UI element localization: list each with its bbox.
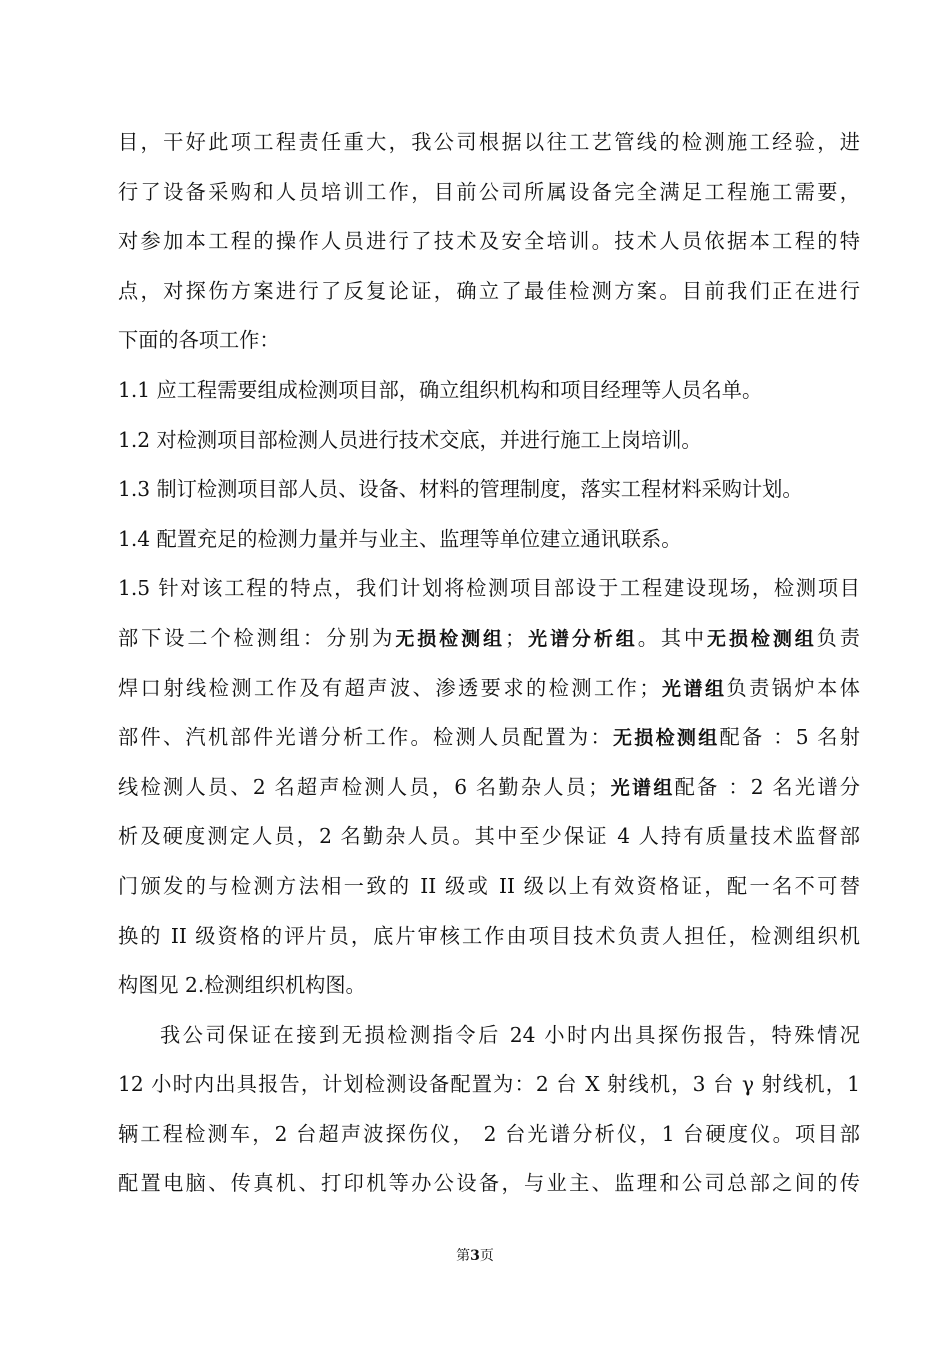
list-item: 1.1 应工程需要组成检测项目部，确立组织机构和项目经理等人员名单。 xyxy=(118,377,763,402)
paragraph-line: 目，干好此项工程责任重大，我公司根据以往工艺管线的检测施工经验，进 xyxy=(118,130,860,154)
bold-term: 无损检测组 xyxy=(707,627,817,650)
paragraph-line xyxy=(118,763,860,813)
text-run: ； xyxy=(504,625,526,650)
paragraph-line: 我公司保证在接到无损检测指令后 24 小时内出具探伤报告，特殊情况 xyxy=(160,1022,860,1047)
text-run: 配备 ：5 名射 xyxy=(719,725,860,750)
paragraph-line: 门颁发的与检测方法相一致的 II 级或 II 级以上有效资格证，配一名不可替 xyxy=(118,873,860,898)
paragraph-line: 行了设备采购和人员培训工作，目前公司所属设备完全满足工程施工需要， xyxy=(118,179,860,204)
page-number-footer xyxy=(0,1246,950,1266)
bold-term: 无损检测组 xyxy=(612,727,720,750)
paragraph-line: 点，对探伤方案进行了反复论证，确立了最佳检测方案。目前我们正在进行 xyxy=(118,278,860,303)
paragraph-line: 换的 II 级资格的评片员，底片审核工作由项目技术负责人担任，检测组织机 xyxy=(118,923,860,948)
text-run: 部下设二个检测组：分别为 xyxy=(118,625,396,650)
bold-term: 光谱分析组 xyxy=(525,627,638,650)
paragraph-line xyxy=(118,713,860,763)
paragraph-line xyxy=(118,614,860,664)
paragraph-line: 对参加本工程的操作人员进行了技术及安全培训。技术人员依据本工程的特 xyxy=(118,229,860,254)
body-text xyxy=(118,118,860,1209)
bold-term: 光谱组 xyxy=(608,776,675,799)
bold-term: 光谱组 xyxy=(659,677,727,700)
list-item: 1.3 制订检测项目部人员、设备、材料的管理制度，落实工程材料采购计划。 xyxy=(118,477,803,502)
page-number-suffix: 页 xyxy=(479,1248,494,1264)
paragraph-line: 下面的各项工作： xyxy=(118,328,280,353)
list-item: 1.5 针对该工程的特点，我们计划将检测项目部设于工程建设现场，检测项目 xyxy=(118,576,860,601)
list-item: 1.2 对检测项目部检测人员进行技术交底，并进行施工上岗培训。 xyxy=(118,427,702,452)
page-number-prefix: 第 xyxy=(456,1248,471,1264)
text-run: 负责锅炉本体 xyxy=(726,675,860,700)
list-item: 1.4 配置充足的检测力量并与业主、监理等单位建立通讯联系。 xyxy=(118,526,682,551)
text-run: 负责 xyxy=(816,625,860,650)
paragraph-line: 析及硬度测定人员，2 名勤杂人员。其中至少保证 4 人持有质量技术监督部 xyxy=(118,824,860,849)
text-run: 部件、汽机部件光谱分析工作。检测人员配置为： xyxy=(118,725,613,750)
paragraph-line: 构图见 2.检测组织机构图。 xyxy=(118,973,366,998)
bold-term: 无损检测组 xyxy=(395,627,505,650)
page-number: 3 xyxy=(470,1248,480,1264)
paragraph-line xyxy=(118,664,860,714)
text-run: 。其中 xyxy=(637,625,708,650)
paragraph-line: 辆工程检测车，2 台超声波探伤仪， 2 台光谱分析仪，1 台硬度仪。项目部 xyxy=(118,1121,860,1146)
text-run: 配备 ：2 名光谱分 xyxy=(674,774,860,799)
text-run: 线检测人员、2 名超声检测人员，6 名勤杂人员； xyxy=(118,774,609,799)
text-run: 焊口射线检测工作及有超声波、渗透要求的检测工作； xyxy=(118,675,660,700)
paragraph-line: 配置电脑、传真机、打印机等办公设备，与业主、监理和公司总部之间的传 xyxy=(118,1171,860,1196)
paragraph-line: 12 小时内出具报告，计划检测设备配置为：2 台 X 射线机，3 台 γ 射线机，1 xyxy=(118,1072,860,1097)
